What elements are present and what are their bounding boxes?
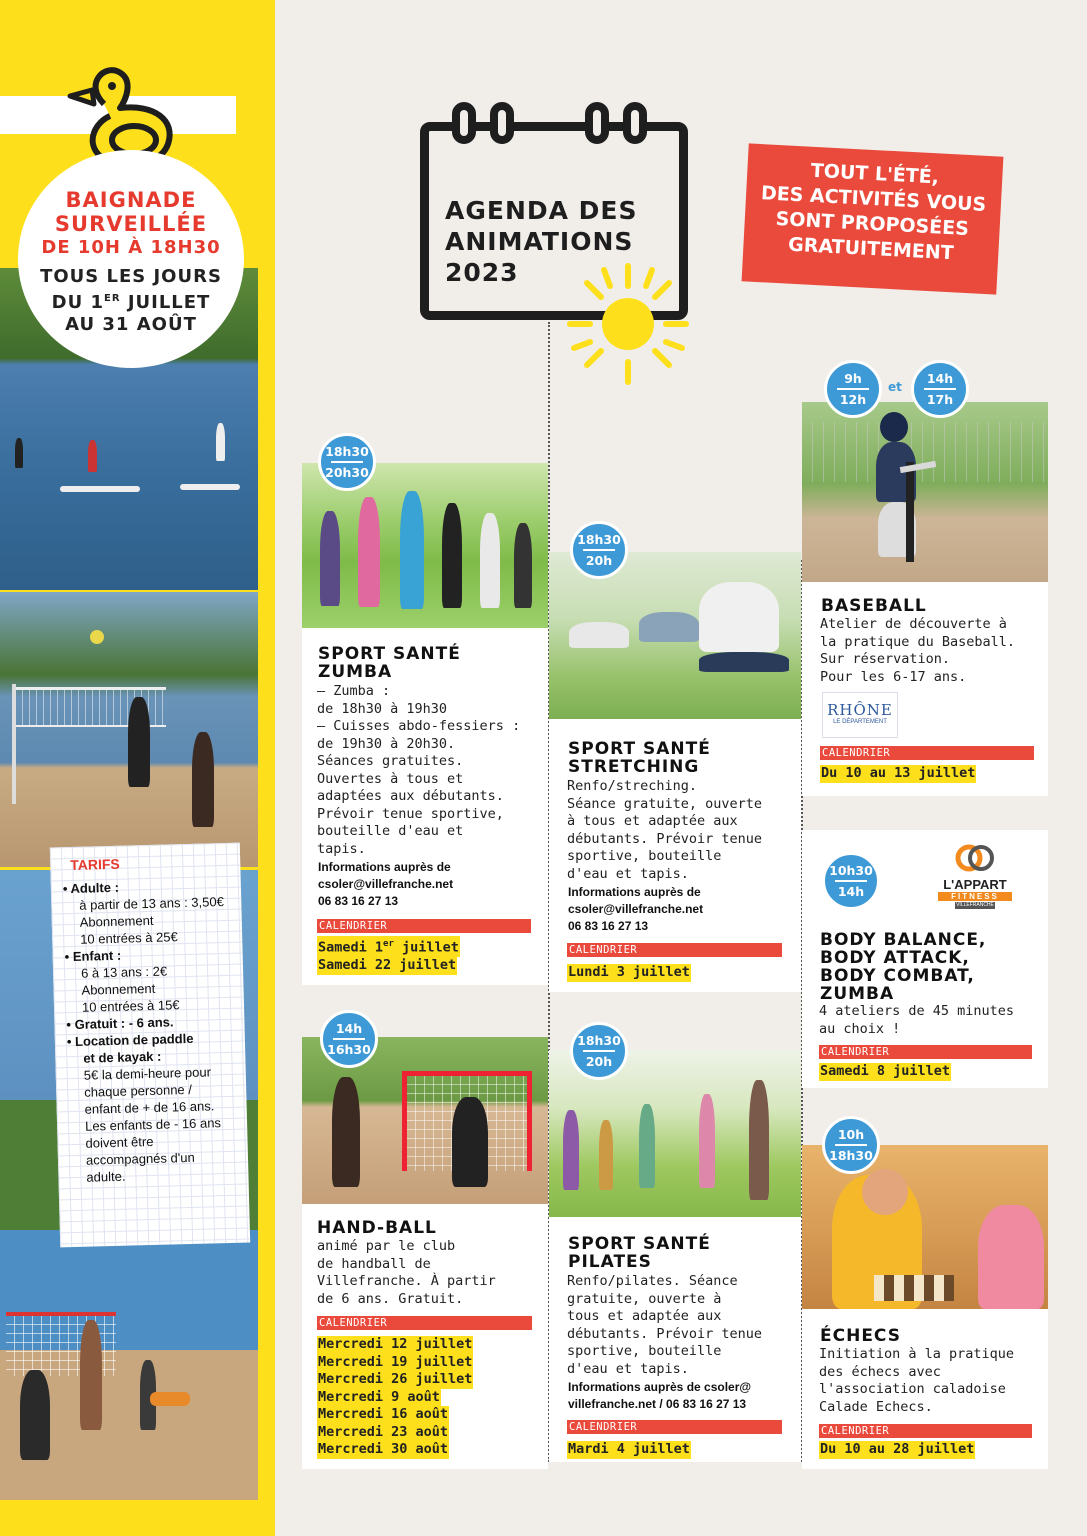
tarif-location-4: Les enfants de - 16 ans xyxy=(84,1115,222,1134)
pilates-dates xyxy=(567,1441,691,1459)
baseball-time-badge-morning: 9h 12h xyxy=(824,360,882,418)
badge-line-5: DU 1ER JUILLET xyxy=(51,292,211,313)
promo-banner: TOUT L'ÉTÉ, DES ACTIVITÉS VOUS SONT PROPOSÉES GRATUITEMENT xyxy=(742,143,1004,294)
zumba-description: – Zumba : de 18h30 à 19h30 – Cuisses abdo-fessiers : de 19h30 à 20h30. Séances gratuites. Ouvertes à tous et adaptées aux débutants. Prévoir tenue sportive, bouteille d'eau et tapis. xyxy=(317,683,521,857)
zumba-title: SPORT SANTÉ ZUMBA xyxy=(318,644,461,682)
tarif-adulte-abo: Abonnement xyxy=(79,912,154,930)
calendar-ring-icon xyxy=(585,102,609,144)
echecs-title: ÉCHECS xyxy=(820,1326,901,1346)
tarifs-card xyxy=(50,843,250,1248)
body-title: BODY BALANCE, BODY ATTACK, BODY COMBAT, ZUMBA xyxy=(820,930,987,1004)
handball-description: animé par le club de handball de Villefranche. À partir de 6 ans. Gratuit. xyxy=(317,1238,496,1307)
zumba-time-badge: 18h30 20h30 xyxy=(318,433,376,491)
tarif-gratuit: • Gratuit : - 6 ans. xyxy=(66,1014,174,1033)
pilates-time-badge: 18h30 20h xyxy=(570,1022,628,1080)
tarif-location-label-2: et de kayak : xyxy=(83,1048,162,1066)
echecs-description: Initiation à la pratique des échecs avec l'association caladoise Calade Echecs. xyxy=(819,1346,1015,1415)
zumba-date-2: Samedi 22 juillet xyxy=(318,957,457,973)
tarif-enfant-abo-price: 10 entrées à 15€ xyxy=(81,997,180,1015)
stretching-date-1: Lundi 3 juillet xyxy=(568,964,690,980)
handball-date: Mercredi 23 août xyxy=(318,1423,449,1440)
baignade-badge xyxy=(18,150,244,368)
body-time-badge: 10h30 14h xyxy=(822,852,880,910)
baseball-time-badge-afternoon: 14h 17h xyxy=(911,360,969,418)
echecs-time-badge: 10h 18h30 xyxy=(822,1116,880,1174)
calendar-ring-icon xyxy=(452,102,476,144)
body-description: 4 ateliers de 45 minutes au choix ! xyxy=(819,1003,1015,1037)
pilates-contact: Informations auprès de csoler@ villefranche.net / 06 83 16 27 13 xyxy=(568,1380,752,1411)
stretching-dates xyxy=(567,964,691,982)
badge-line-1: BAIGNADE xyxy=(65,188,197,212)
rhone-logo: RHÔNE LE DÉPARTEMENT xyxy=(822,692,898,738)
calendar-ring-icon xyxy=(623,102,647,144)
handball-dates xyxy=(317,1336,473,1459)
agenda-title: AGENDA DES ANIMATIONS 2023 xyxy=(445,196,638,287)
badge-line-6: AU 31 AOÛT xyxy=(65,314,197,335)
tarif-location-1: 5€ la demi-heure pour xyxy=(83,1064,212,1083)
stretching-photo xyxy=(549,552,801,719)
pilates-date-1: Mardi 4 juillet xyxy=(568,1441,690,1457)
pilates-title: SPORT SANTÉ PILATES xyxy=(568,1234,711,1272)
handball-date: Mercredi 9 août xyxy=(318,1388,440,1405)
badge-line-4: TOUS LES JOURS xyxy=(40,266,222,287)
tarifs-title: TARIFS xyxy=(70,855,120,874)
baseball-photo xyxy=(802,402,1048,582)
tarif-location-label: • Location de paddle xyxy=(66,1030,194,1050)
badge-line-3: DE 10H À 18H30 xyxy=(41,237,221,258)
badge-line-2: SURVEILLÉE xyxy=(54,212,208,236)
tarif-enfant-abo: Abonnement xyxy=(81,980,156,998)
handball-date: Mercredi 19 juillet xyxy=(318,1353,473,1370)
zumba-calendar-label: CALENDRIER xyxy=(317,919,531,933)
body-dates xyxy=(819,1063,951,1081)
tarif-location-5: doivent être xyxy=(85,1133,154,1151)
handball-title: HAND-BALL xyxy=(317,1218,437,1238)
stretching-time-badge: 18h30 20h xyxy=(570,521,628,579)
baseball-time-and: et xyxy=(888,380,902,394)
handball-calendar-label: CALENDRIER xyxy=(317,1316,532,1330)
stretching-calendar-label: CALENDRIER xyxy=(567,943,782,957)
baseball-dates xyxy=(820,765,976,783)
beach-volley-photo xyxy=(0,592,258,867)
echecs-dates xyxy=(819,1441,975,1459)
sun-icon xyxy=(566,262,690,386)
zumba-contact: Informations auprès de csoler@villefranche.net 06 83 16 27 13 xyxy=(318,860,454,908)
pilates-calendar-label: CALENDRIER xyxy=(567,1420,782,1434)
zumba-dates xyxy=(317,936,460,975)
tarif-adulte-abo-price: 10 entrées à 25€ xyxy=(80,929,178,947)
echecs-date-1: Du 10 au 28 juillet xyxy=(820,1441,975,1457)
echecs-calendar-label: CALENDRIER xyxy=(819,1424,1032,1438)
handball-date: Mercredi 30 août xyxy=(318,1441,449,1457)
body-calendar-label: CALENDRIER xyxy=(819,1045,1032,1059)
body-date-1: Samedi 8 juillet xyxy=(820,1063,951,1079)
tarif-enfant-label: • Enfant : xyxy=(64,947,122,965)
tarif-adulte-price: à partir de 13 ans : 3,50€ xyxy=(79,894,225,913)
stretching-contact: Informations auprès de csoler@villefranche.net 06 83 16 27 13 xyxy=(568,885,704,933)
tarif-adulte-label: • Adulte : xyxy=(62,879,120,897)
calendar-ring-icon xyxy=(490,102,514,144)
handball-date: Mercredi 16 août xyxy=(318,1406,449,1422)
tarif-location-2: chaque personne / xyxy=(84,1081,193,1100)
tarif-location-6: accompagnés d'un adulte. xyxy=(85,1149,195,1185)
baseball-date-1: Du 10 au 13 juillet xyxy=(821,765,976,781)
fitness-rings-icon xyxy=(953,842,997,874)
baseball-description: Atelier de découverte à la pratique du Baseball. Sur réservation. Pour les 6-17 ans. xyxy=(820,616,1016,685)
handball-date: Mercredi 26 juillet xyxy=(318,1371,473,1387)
pilates-description: Renfo/pilates. Séance gratuite, ouverte à tous et adaptée aux débutants. Prévoir tenue sportive, bouteille d'eau et tapis. xyxy=(567,1273,763,1377)
stretching-title: SPORT SANTÉ STRETCHING xyxy=(568,739,711,777)
baseball-calendar-label: CALENDRIER xyxy=(820,746,1034,760)
tarif-enfant-price: 6 à 13 ans : 2€ xyxy=(80,963,168,981)
left-column xyxy=(0,0,275,1536)
lappart-fitness-logo: L'APPART FITNESS VILLEFRANCHE xyxy=(925,842,1025,918)
baseball-title: BASEBALL xyxy=(821,596,927,616)
zumba-date-1: Samedi 1er juillet xyxy=(317,936,460,957)
stretching-description: Renfo/streching. Séance gratuite, ouverte à tous et adaptée aux débutants. Prévoir tenue sportive, bouteille d'eau et tapis. xyxy=(567,778,763,882)
handball-time-badge: 14h 16h30 xyxy=(320,1010,378,1068)
tarif-location-3: enfant de + de 16 ans. xyxy=(84,1098,215,1117)
handball-date: Mercredi 12 juillet xyxy=(318,1336,473,1352)
